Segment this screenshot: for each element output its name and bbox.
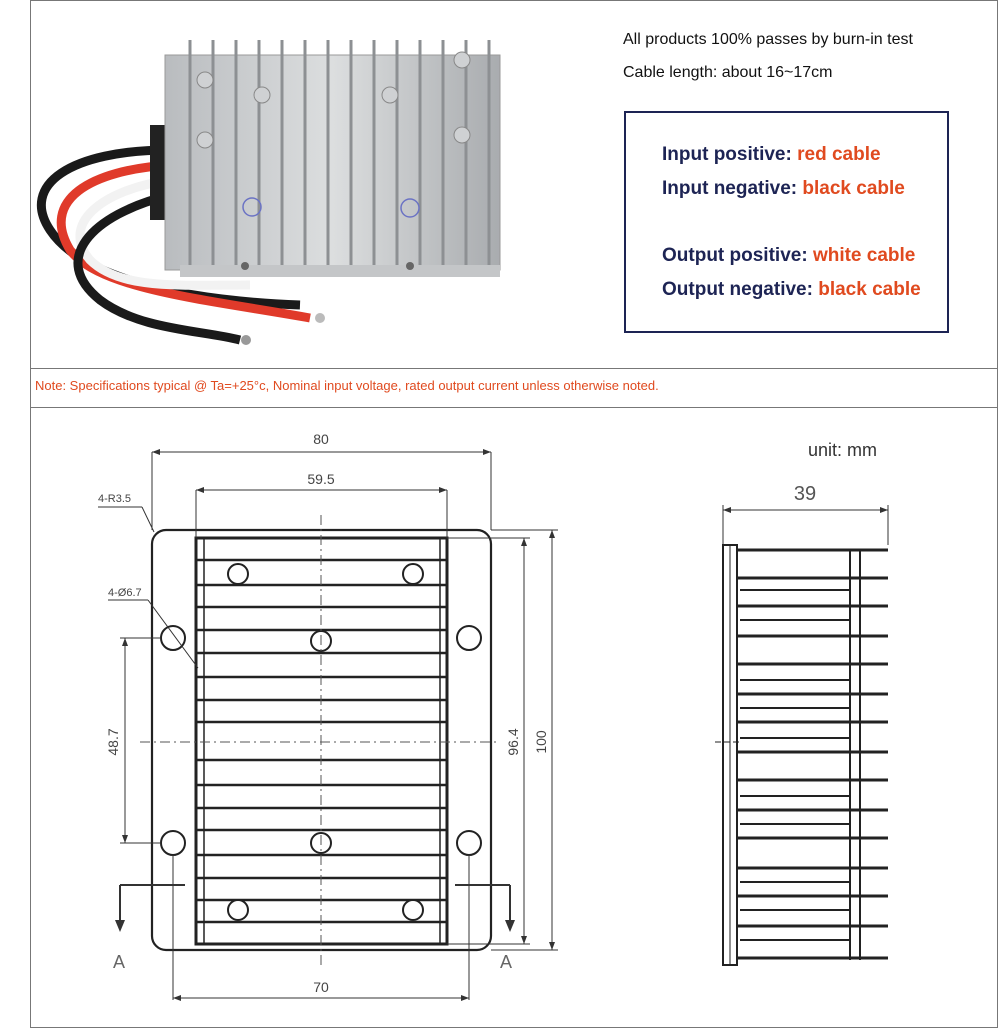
- dim-70-label: 70: [313, 979, 329, 995]
- input-negative-label: Input negative:: [662, 178, 798, 199]
- hole-top-left-inner: [228, 564, 248, 584]
- side-view: [715, 505, 888, 965]
- dim-96-4-label: 96.4: [505, 728, 521, 756]
- dim-59-5-label: 59.5: [307, 471, 335, 487]
- dim-48-7-label: 48.7: [105, 728, 121, 756]
- mount-hole-bottom-left: [161, 831, 185, 855]
- dim-80-label: 80: [313, 431, 329, 447]
- dim-39-label: 39: [793, 483, 817, 505]
- hole-top-right-inner: [403, 564, 423, 584]
- radius-note-label: 4-R3.5: [98, 493, 132, 505]
- hole-bottom-left-inner: [228, 900, 248, 920]
- unit-label: unit: mm: [808, 440, 878, 460]
- dimension-drawing: [30, 408, 998, 1028]
- hole-bottom-right-inner: [403, 900, 423, 920]
- output-negative-value: black cable: [818, 279, 921, 300]
- mount-hole-bottom-right: [457, 831, 481, 855]
- cable-length-text: Cable length: about 16~17cm: [623, 64, 833, 81]
- cable-legend-box: [624, 111, 949, 333]
- burn-in-text: All products 100% passes by burn-in test: [623, 31, 913, 48]
- output-positive-value: white cable: [812, 245, 916, 266]
- mount-hole-top-right: [457, 626, 481, 650]
- input-negative-row: [662, 178, 905, 200]
- input-negative-value: black cable: [802, 178, 905, 199]
- input-positive-value: red cable: [797, 144, 881, 165]
- hole-note-label: 4-Ø6.7: [108, 587, 142, 599]
- section-a-left-label: A: [113, 952, 126, 972]
- output-positive-row: [662, 245, 915, 267]
- input-positive-label: Input positive:: [662, 144, 792, 165]
- mount-hole-top-left: [161, 626, 185, 650]
- section-a-right-label: A: [500, 952, 513, 972]
- divider-top: [30, 368, 998, 369]
- product-photo: [30, 0, 605, 368]
- output-positive-label: Output positive:: [662, 245, 808, 266]
- dim-100-label: 100: [533, 730, 549, 754]
- output-negative-label: Output negative:: [662, 279, 813, 300]
- output-negative-row: [662, 279, 921, 301]
- input-positive-row: [662, 144, 881, 166]
- spec-note: Note: Specifications typical @ Ta=+25°c, Nominal input voltage, rated output current unless otherwise noted.: [35, 378, 659, 393]
